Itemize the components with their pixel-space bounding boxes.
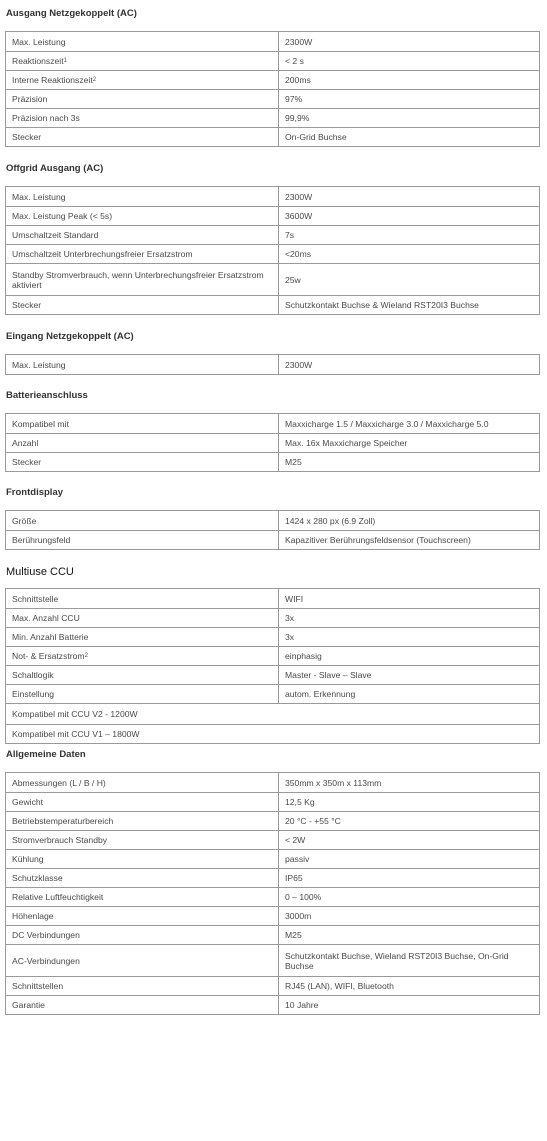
spec-label-text: Max. Leistung <box>12 359 66 370</box>
spec-value: 3x <box>278 609 539 627</box>
spec-label-text: Schnittstellen <box>12 981 64 991</box>
spec-label-text: Garantie <box>12 1000 45 1010</box>
table-row <box>6 51 539 70</box>
table-row <box>6 646 539 665</box>
spec-value: 20 °C - +55 °C <box>278 812 539 830</box>
spec-label-text: Interne Reaktionszeit <box>12 75 93 85</box>
spec-value: 12,5 Kg <box>278 793 539 811</box>
spec-label <box>6 869 278 887</box>
table-row <box>6 830 539 849</box>
spec-label <box>6 609 278 627</box>
spec-label <box>6 355 278 374</box>
spec-label <box>6 725 539 743</box>
spec-table-batterieanschluss <box>5 413 540 472</box>
spec-label <box>6 187 278 206</box>
spec-table-frontdisplay <box>5 510 540 550</box>
spec-value: 0 – 100% <box>278 888 539 906</box>
spec-label: Reaktionszeit 1 <box>12 56 67 66</box>
spec-label <box>6 207 278 225</box>
section-title-frontdisplay: Frontdisplay <box>6 487 64 498</box>
spec-value: 10 Jahre <box>278 996 539 1014</box>
spec-label <box>6 666 278 684</box>
spec-label-text: Relative Luftfeuchtigkeit <box>12 892 104 902</box>
table-row <box>6 944 539 976</box>
spec-label-text: Not- & Ersatzstrom <box>12 651 85 661</box>
spec-label: Not- & Ersatzstrom 2 <box>12 651 88 661</box>
spec-label-text: Max. Leistung <box>12 191 66 202</box>
table-row <box>6 773 539 792</box>
spec-value: 3000m <box>278 907 539 925</box>
spec-label-text: Min. Anzahl Batterie <box>12 632 89 642</box>
table-row <box>6 887 539 906</box>
spec-label-text: Gewicht <box>12 797 44 807</box>
section-title-eingang-netzgekoppelt-ac: Eingang Netzgekoppelt (AC) <box>6 331 134 342</box>
spec-value: 2300W <box>278 32 539 51</box>
spec-value: 2300W <box>278 355 539 374</box>
section-title-ausgang-netzgekoppelt-ac: Ausgang Netzgekoppelt (AC) <box>6 8 137 19</box>
spec-label-text: Kompatibel mit <box>12 418 69 429</box>
spec-label <box>6 831 278 849</box>
spec-value: IP65 <box>278 869 539 887</box>
spec-value: On-Grid Buchse <box>278 128 539 146</box>
spec-value: 99,9% <box>278 109 539 127</box>
spec-value: Maxxicharge 1.5 / Maxxicharge 3.0 / Maxxicharge 5.0 <box>278 414 539 433</box>
table-row <box>6 32 539 51</box>
table-row <box>6 127 539 146</box>
spec-label <box>6 704 539 724</box>
spec-value: Master - Slave – Slave <box>278 666 539 684</box>
spec-label <box>6 264 278 295</box>
spec-label <box>6 685 278 703</box>
table-row <box>6 511 539 530</box>
spec-label <box>6 977 278 995</box>
spec-label-text: Max. Anzahl CCU <box>12 613 80 623</box>
spec-value: 25w <box>278 264 539 295</box>
spec-value: 7s <box>278 226 539 244</box>
spec-label <box>6 531 278 549</box>
spec-value: M25 <box>278 453 539 471</box>
table-row <box>6 906 539 925</box>
spec-value: < 2W <box>278 831 539 849</box>
spec-label-text: Anzahl <box>12 438 39 448</box>
table-row <box>6 225 539 244</box>
spec-value: 3600W <box>278 207 539 225</box>
spec-label <box>6 793 278 811</box>
spec-label-text: Standby Stromverbrauch, wenn Unterbrechungsfreier Ersatzstrom aktiviert <box>12 269 264 290</box>
spec-label-text: Stecker <box>12 457 42 467</box>
table-row <box>6 849 539 868</box>
spec-label-text: Größe <box>12 515 37 526</box>
spec-label <box>6 414 278 433</box>
spec-label-text: Reaktionszeit <box>12 56 64 66</box>
table-row <box>6 868 539 887</box>
spec-label-text: Schutzklasse <box>12 873 63 883</box>
table-row <box>6 995 539 1014</box>
spec-label-text: AC-Verbindungen <box>12 955 80 966</box>
spec-label-text: Max. Leistung Peak (< 5s) <box>12 211 113 221</box>
table-row <box>6 263 539 295</box>
spec-value: Schutzkontakt Buchse, Wieland RST20I3 Buchse, On-Grid Buchse <box>278 945 539 976</box>
table-row <box>6 627 539 646</box>
spec-value: 200ms <box>278 71 539 89</box>
section-title-multiuse-ccu: Multiuse CCU <box>6 566 74 578</box>
spec-label-text: Umschaltzeit Standard <box>12 230 99 240</box>
spec-label-text: Höhenlage <box>12 911 54 921</box>
spec-label-text: Stecker <box>12 300 42 310</box>
spec-label <box>6 128 278 146</box>
table-row <box>6 244 539 263</box>
spec-table-ausgang-netzgekoppelt-ac <box>5 31 540 147</box>
spec-label-text: Schaltlogik <box>12 670 54 680</box>
spec-label <box>6 434 278 452</box>
spec-label <box>6 296 278 314</box>
spec-label <box>6 907 278 925</box>
spec-label <box>6 926 278 944</box>
table-row <box>6 608 539 627</box>
spec-label <box>6 996 278 1014</box>
spec-label <box>6 453 278 471</box>
table-row <box>6 792 539 811</box>
spec-label <box>6 511 278 530</box>
spec-label-text: Präzision <box>12 94 48 104</box>
table-row <box>6 811 539 830</box>
table-row <box>6 530 539 549</box>
spec-value: 1424 x 280 px (6.9 Zoll) <box>278 511 539 530</box>
spec-value: passiv <box>278 850 539 868</box>
spec-value: einphasig <box>278 647 539 665</box>
spec-value: 97% <box>278 90 539 108</box>
section-title-batterieanschluss: Batterieanschluss <box>6 390 88 401</box>
spec-value: M25 <box>278 926 539 944</box>
spec-label: Interne Reaktionszeit 2 <box>12 75 97 85</box>
spec-value: 350mm x 350m x 113mm <box>278 773 539 792</box>
table-row <box>6 70 539 89</box>
spec-label-text: Betriebstemperaturbereich <box>12 816 114 826</box>
table-row <box>6 976 539 995</box>
spec-label-text: Präzision nach 3s <box>12 113 80 123</box>
table-row <box>6 452 539 471</box>
table-row <box>6 724 539 743</box>
spec-value: autom. Erkennung <box>278 685 539 703</box>
table-row <box>6 187 539 206</box>
spec-label-text: DC Verbindungen <box>12 930 80 940</box>
table-row <box>6 89 539 108</box>
spec-value: WIFI <box>278 589 539 608</box>
spec-value: <20ms <box>278 245 539 263</box>
spec-label-text: Einstellung <box>12 689 55 699</box>
table-row <box>6 703 539 724</box>
spec-label-text: Kompatibel mit CCU V2 - 1200W <box>12 709 138 719</box>
spec-label-text: Kühlung <box>12 854 44 864</box>
section-title-allgemeine-daten: Allgemeine Daten <box>6 749 86 760</box>
spec-label <box>6 628 278 646</box>
spec-label <box>6 109 278 127</box>
table-row <box>6 433 539 452</box>
table-row <box>6 684 539 703</box>
spec-value: Max. 16x Maxxicharge Speicher <box>278 434 539 452</box>
spec-label <box>6 888 278 906</box>
spec-label <box>6 90 278 108</box>
table-row <box>6 108 539 127</box>
spec-label-text: Schnittstelle <box>12 593 59 604</box>
spec-table-offgrid-ausgang-ac <box>5 186 540 315</box>
spec-label <box>6 812 278 830</box>
table-row <box>6 295 539 314</box>
spec-value: Kapazitiver Berührungsfeldsensor (Touchscreen) <box>278 531 539 549</box>
spec-label <box>6 226 278 244</box>
spec-label <box>6 773 278 792</box>
table-row <box>6 414 539 433</box>
spec-label-text: Berührungsfeld <box>12 535 71 545</box>
spec-value: 2300W <box>278 187 539 206</box>
spec-label-text: Stromverbrauch Standby <box>12 835 108 845</box>
table-row <box>6 665 539 684</box>
section-title-offgrid-ausgang-ac: Offgrid Ausgang (AC) <box>6 163 104 174</box>
spec-label-text: Max. Leistung <box>12 36 66 47</box>
spec-label-text: Kompatibel mit CCU V1 – 1800W <box>12 729 140 739</box>
spec-table-eingang-netzgekoppelt-ac <box>5 354 540 375</box>
spec-value: 3x <box>278 628 539 646</box>
spec-label <box>6 945 278 976</box>
table-row <box>6 206 539 225</box>
spec-label-text: Abmessungen (L / B / H) <box>12 777 106 788</box>
table-row <box>6 925 539 944</box>
spec-label <box>6 589 278 608</box>
spec-label-text: Stecker <box>12 132 42 142</box>
spec-table-allgemeine-daten <box>5 772 540 1015</box>
table-row <box>6 589 539 608</box>
spec-value: RJ45 (LAN), WIFI, Bluetooth <box>278 977 539 995</box>
spec-label <box>6 245 278 263</box>
spec-label <box>6 32 278 51</box>
spec-table-multiuse-ccu <box>5 588 540 744</box>
spec-label-text: Umschaltzeit Unterbrechungsfreier Ersatzstrom <box>12 249 193 259</box>
spec-value: Schutzkontakt Buchse & Wieland RST20I3 Buchse <box>278 296 539 314</box>
spec-label <box>6 850 278 868</box>
table-row <box>6 355 539 374</box>
spec-value: < 2 s <box>278 52 539 70</box>
